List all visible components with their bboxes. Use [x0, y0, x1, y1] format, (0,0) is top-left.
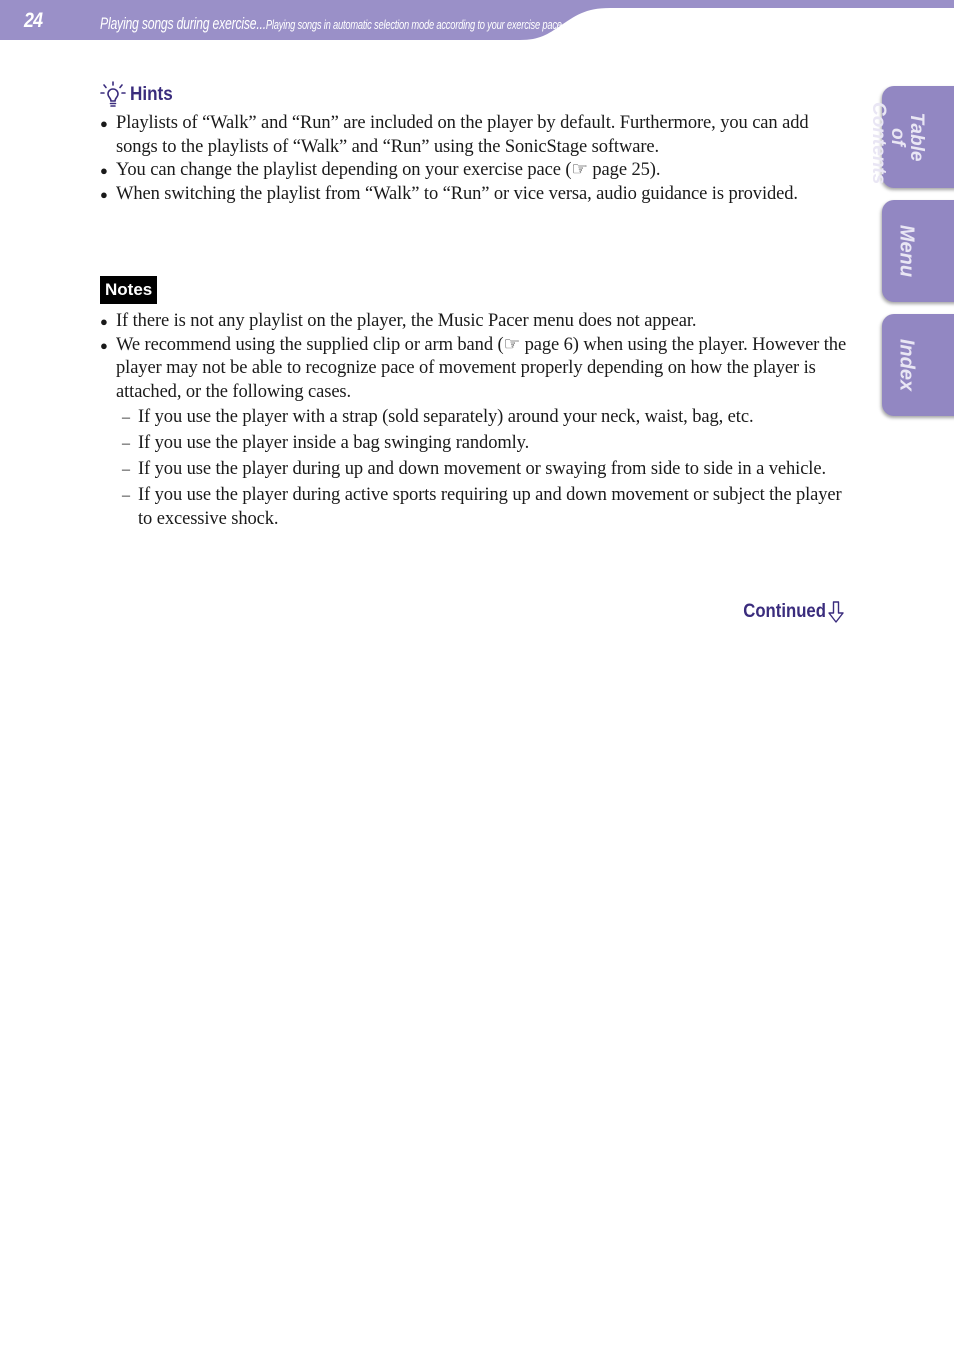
running-head-subsection: Playing songs in automatic selection mode according to your exercise pace [265, 17, 562, 32]
page-number: 24 [24, 9, 43, 32]
list-item: ● Playlists of “Walk” and “Run” are included on the player by default. Furthermore, you can add songs to the playlists of “Walk” and “Run” using the SonicStage software. [100, 113, 809, 157]
list-item: ● You can change the playlist depending on your exercise pace (☞ page 25). [100, 159, 850, 183]
tab-table-of-contents[interactable] [868, 86, 954, 188]
case-item: – If you use the player during active sports requiring up and down movement or subject the player to excessive shock. [122, 485, 842, 529]
list-item: ● When switching the playlist from “Walk” to “Run” or vice versa, audio guidance is provided. [100, 183, 850, 207]
notes-list [100, 310, 850, 534]
bullet-icon: ● [100, 186, 108, 202]
case-item: – If you use the player with a strap (sold separately) around your neck, waist, bag, etc. [122, 406, 850, 430]
bullet-icon: ● [100, 163, 108, 178]
list-item: ● We recommend using the supplied clip or arm band (☞ page 6) when using the player. However the player may not be able to recognize pace of movement properly depending on how the player is attached, or the following cases. – If you use the player with a strap (sold separately) around your neck, waist, bag, etc. – If you use the player inside a bag swinging randomly. – If you use the player during up and down movement or swaying from side to side in a vehicle. – If you use the player during active sports requiring up and down movement or subject the player to excessive shock. [100, 334, 850, 532]
dash-icon: – [122, 409, 130, 426]
continued-link[interactable] [732, 601, 844, 623]
bullet-icon: ● [100, 314, 108, 329]
hints-title: Hints [130, 84, 173, 105]
running-head [100, 14, 562, 34]
continued-label: Continued [743, 601, 826, 622]
list-item: ● If there is not any playlist on the player, the Music Pacer menu does not appear. [100, 310, 850, 334]
notes-badge: Notes [100, 276, 157, 304]
tab-index-label: Index [895, 338, 918, 392]
dash-icon: – [122, 435, 130, 452]
case-item: – If you use the player during up and down movement or swaying from side to side in a vehicle. [122, 458, 850, 482]
lightbulb-icon [100, 81, 126, 109]
tab-menu[interactable] [882, 200, 954, 302]
bullet-icon: ● [100, 337, 108, 353]
tab-index[interactable] [882, 314, 954, 416]
running-head-section: Playing songs during exercise... [100, 14, 266, 33]
hints-list [100, 112, 850, 206]
arrow-down-icon [828, 601, 844, 623]
dash-icon: – [122, 461, 130, 478]
cases-list [122, 406, 850, 531]
tab-table-of-contents-label: Table of Contents [868, 102, 927, 185]
tab-menu-label: Menu [895, 224, 918, 278]
dash-icon: – [122, 487, 130, 504]
bullet-icon: ● [100, 116, 108, 131]
case-item: – If you use the player inside a bag swinging randomly. [122, 432, 850, 456]
hints-heading [100, 80, 178, 110]
